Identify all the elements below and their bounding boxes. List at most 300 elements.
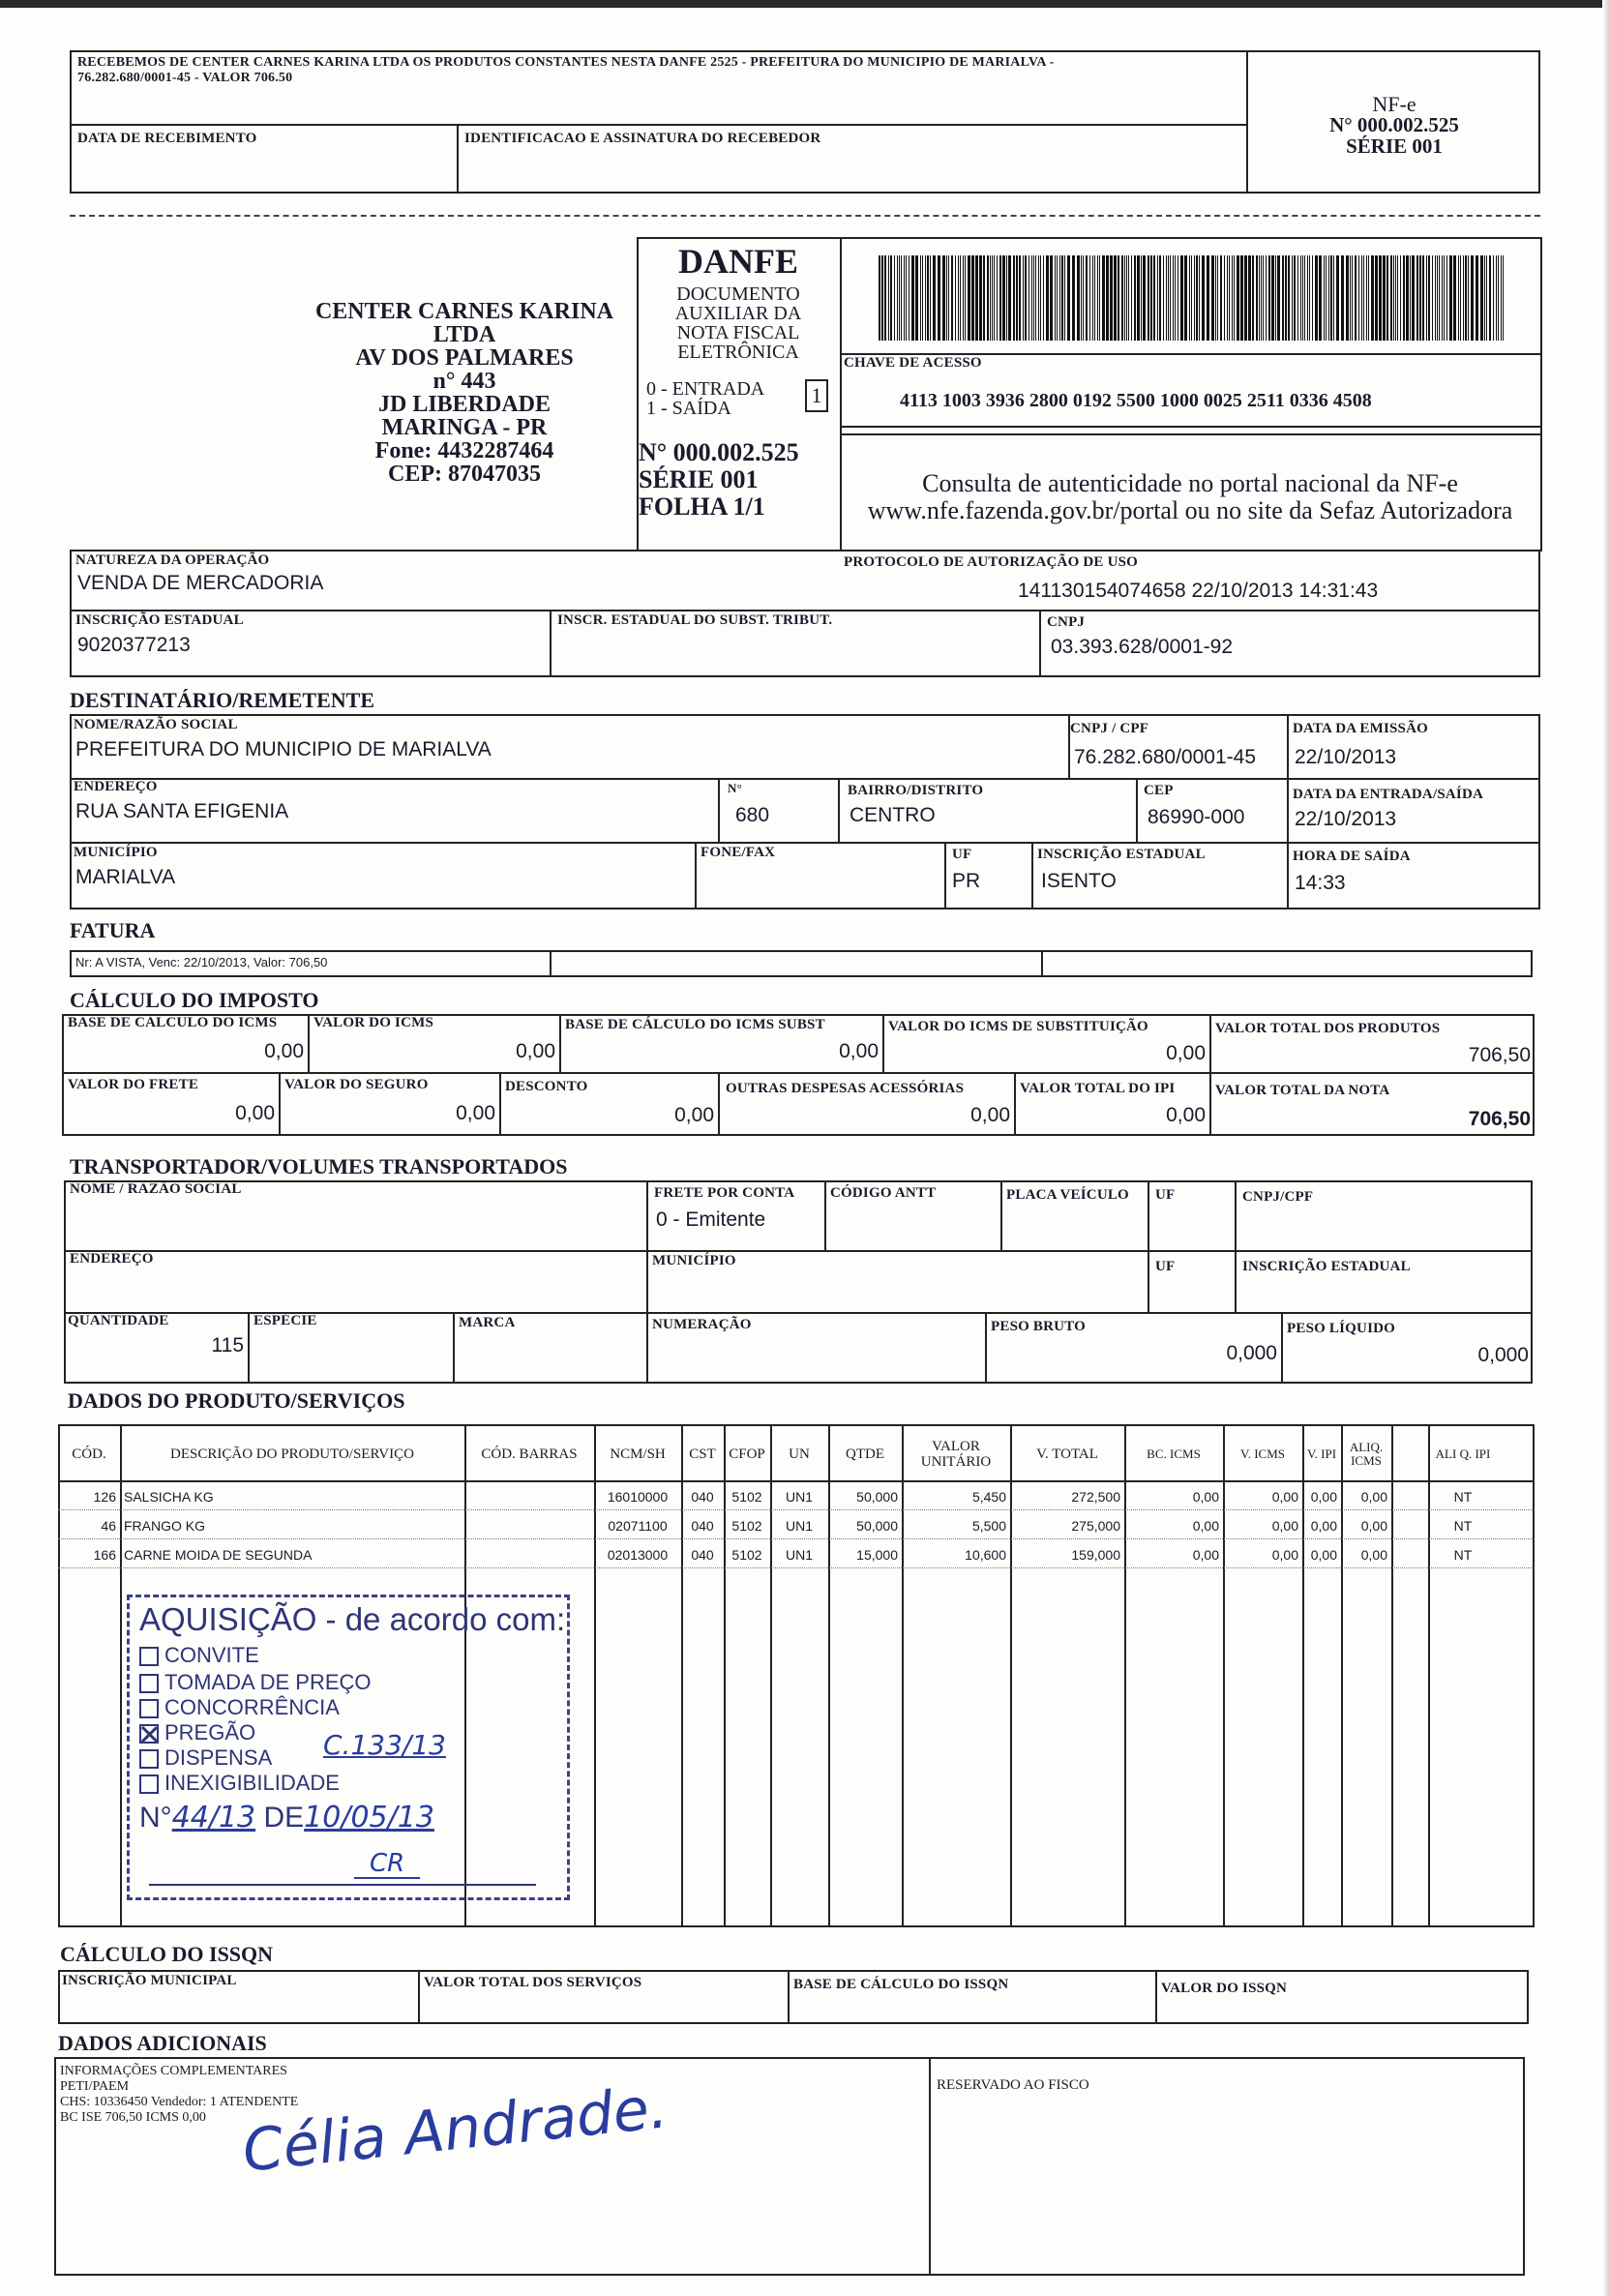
exit-time-value: 14:33 (1295, 872, 1346, 894)
issuer-cnpj-label: CNPJ (1047, 614, 1086, 630)
barcode-bar (1363, 255, 1364, 341)
barcode-bar (1465, 255, 1467, 341)
barcode-bar (1428, 255, 1430, 341)
barcode-bar (1406, 255, 1409, 341)
carrier-uf2-label: UF (1155, 1259, 1176, 1274)
barcode-bar (1016, 255, 1018, 341)
stamp-option-label: CONVITE (164, 1643, 259, 1667)
barcode-bar (1282, 255, 1284, 341)
barcode-bar (1248, 255, 1251, 341)
stamp-option-dispensa (139, 1746, 272, 1769)
table-cell: 50,000 (856, 1489, 898, 1505)
issqn-municipal-reg-label: INSCRIÇÃO MUNICIPAL (62, 1973, 237, 1988)
barcode-bar (1240, 255, 1243, 341)
plate-label: PLACA VEÍCULO (1006, 1187, 1129, 1203)
issue-date-value: 22/10/2013 (1295, 746, 1397, 768)
barcode-bar (1215, 255, 1216, 341)
barcode-bar (958, 255, 959, 341)
products-column-header: ALIQ. ICMS (1349, 1439, 1384, 1468)
barcode-bar (897, 255, 898, 341)
barcode-bar (884, 255, 886, 341)
issqn-section-title: CÁLCULO DO ISSQN (60, 1942, 274, 1966)
barcode-bar (1229, 255, 1230, 341)
tax-freight-label: VALOR DO FRETE (68, 1077, 199, 1092)
barcode-bar (1336, 255, 1339, 341)
barcode-bar (1476, 255, 1478, 341)
species-label: ESPÉCIE (253, 1313, 317, 1328)
barcode-bar (1403, 255, 1405, 341)
table-cell: 0,00 (1310, 1489, 1337, 1505)
table-cell: 5,450 (971, 1489, 1006, 1505)
barcode-bar (1166, 255, 1167, 341)
barcode-bar (975, 255, 978, 341)
table-cell: NT (1453, 1518, 1473, 1534)
table-cell: 5102 (731, 1547, 762, 1563)
barcode-bar (1143, 255, 1146, 341)
barcode-bar (1493, 255, 1494, 341)
antt-label: CÓDIGO ANTT (830, 1185, 937, 1201)
handwritten-signature: Célia Andrade. (239, 2073, 671, 2186)
barcode-bar (1124, 255, 1125, 341)
recipient-number-label: N° (728, 781, 742, 795)
barcode-bar (963, 255, 964, 341)
tax-other-expenses-value: 0,00 (970, 1104, 1010, 1126)
barcode-bar (1330, 255, 1332, 341)
barcode-bar (1498, 255, 1499, 341)
issuer-address: AV DOS PALMARES (355, 345, 574, 371)
barcode-bar (1400, 255, 1401, 341)
barcode-bar (901, 255, 902, 341)
barcode-bar (920, 255, 921, 341)
issuer-district: JD LIBERDADE (377, 392, 552, 417)
barcode-bar (948, 255, 949, 341)
checkbox-icon (139, 1647, 159, 1666)
barcode-bar (999, 255, 1001, 341)
barcode-bar (915, 255, 918, 341)
barcode-bar (983, 255, 985, 341)
barcode-bar (946, 255, 947, 341)
barcode-bar (1159, 255, 1161, 341)
table-cell: 0,00 (1192, 1489, 1219, 1505)
stamp-number-value: 44/13 (171, 1801, 256, 1834)
table-cell: 040 (691, 1547, 714, 1563)
table-cell: 46 (101, 1518, 116, 1534)
barcode-bar (1153, 255, 1155, 341)
city-value: MARIALVA (75, 866, 176, 888)
barcode-bar (1118, 255, 1119, 341)
barcode-bar (979, 255, 982, 341)
stamp-option-label: PREGÃO (164, 1720, 256, 1744)
stamp-option-label: DISPENSA (164, 1745, 273, 1770)
barcode-bar (1395, 255, 1396, 341)
barcode-bar (1175, 255, 1176, 341)
barcode-bar (1097, 255, 1098, 341)
qty-value: 115 (211, 1334, 244, 1357)
recipient-name-value: PREFEITURA DO MUNICIPIO DE MARIALVA (75, 738, 492, 760)
table-cell: 272,500 (1071, 1489, 1120, 1505)
table-cell: 5102 (731, 1518, 762, 1534)
table-cell: 166 (93, 1547, 116, 1563)
issuer-cnpj-value: 03.393.628/0001-92 (1051, 636, 1234, 658)
barcode-bar (1031, 255, 1032, 341)
state-reg-label: INSCRIÇÃO ESTADUAL (75, 612, 244, 628)
barcode-bar (990, 255, 991, 341)
barcode-bar (1496, 255, 1497, 341)
barcode-bar (1126, 255, 1127, 341)
barcode-bar (1460, 255, 1461, 341)
barcode-bar (1077, 255, 1080, 341)
receipt-nfe-series: SÉRIE 001 (1346, 134, 1443, 158)
products-column-divider (1391, 1424, 1393, 1927)
barcode-bar (1110, 255, 1113, 341)
barcode-bar (1224, 255, 1225, 341)
recipient-cnpj-label: CNPJ / CPF (1070, 721, 1149, 736)
barcode-bar (938, 255, 940, 341)
barcode-bar (1371, 255, 1374, 341)
stamp-date-prefix: DE (263, 1802, 305, 1834)
barcode-bar (1297, 255, 1298, 341)
barcode-bar (1366, 255, 1367, 341)
products-column-header: ALI Q. IPI (1435, 1446, 1491, 1461)
barcode-bar (1064, 255, 1065, 341)
barcode-bar (1202, 255, 1205, 341)
freight-value: 0 - Emitente (656, 1208, 766, 1231)
additional-info-label: INFORMAÇÕES COMPLEMENTARES (60, 2064, 287, 2078)
barcode-bar (879, 255, 880, 341)
barcode-bar (951, 255, 953, 341)
barcode-bar (1439, 255, 1440, 341)
barcode-bar (1263, 255, 1264, 341)
issqn-base-label: BASE DE CÁLCULO DO ISSQN (793, 1977, 1009, 1992)
products-column-divider (1302, 1424, 1304, 1927)
barcode-bar (1086, 255, 1088, 341)
district-label: BAIRRO/DISTRITO (848, 783, 984, 798)
transport-section-title: TRANSPORTADOR/VOLUMES TRANSPORTADOS (70, 1154, 568, 1178)
barcode-bar (1237, 255, 1239, 341)
barcode-bar (888, 255, 889, 341)
recipient-address-value: RUA SANTA EFIGENIA (75, 800, 289, 822)
barcode-bar (1035, 255, 1036, 341)
issuer-name-line1: CENTER CARNES KARINA (314, 299, 614, 324)
tax-ipi-total-label: VALOR TOTAL DO IPI (1020, 1081, 1176, 1096)
danfe-exit-option: 1 - SAÍDA (646, 398, 731, 419)
tax-icms-subst-label: VALOR DO ICMS DE SUBSTITUIÇÃO (888, 1019, 1148, 1034)
products-column-header: CÓD. (72, 1446, 106, 1462)
product-description: CARNE MOIDA DE SEGUNDA (124, 1547, 313, 1563)
state-reg-value: 9020377213 (77, 634, 191, 656)
barcode-bar (881, 255, 883, 341)
product-description: SALSICHA KG (124, 1489, 214, 1505)
issuer-cep: CEP: 87047035 (388, 462, 541, 487)
gross-weight-label: PESO BRUTO (991, 1319, 1086, 1334)
barcode-bar (1446, 255, 1447, 341)
stamp-number-prefix: N° (139, 1802, 172, 1834)
barcode-bar (942, 255, 945, 341)
district-value: CENTRO (850, 804, 936, 826)
barcode-bar (1294, 255, 1296, 341)
checkbox-icon (139, 1749, 159, 1769)
products-column-header: CÓD. BARRAS (481, 1446, 578, 1462)
barcode-bar (1379, 255, 1382, 341)
table-cell: 0,00 (1192, 1547, 1219, 1563)
barcode-bar (965, 255, 966, 341)
barcode-bar (1114, 255, 1117, 341)
barcode-bar (1072, 255, 1075, 341)
barcode-bar (1232, 255, 1233, 341)
barcode-bar (1426, 255, 1427, 341)
barcode-bar (1184, 255, 1187, 341)
issuer-phone: Fone: 4432287464 (374, 438, 554, 463)
tax-icms-subst-base-value: 0,00 (839, 1040, 879, 1062)
barcode-bar (1033, 255, 1034, 341)
barcode-bar (1390, 255, 1392, 341)
barcode-bar (960, 255, 961, 341)
barcode-bar (1302, 255, 1303, 341)
danfe-desc-line2: AUXILIAR DA (674, 303, 802, 324)
barcode-bar (1191, 255, 1192, 341)
table-cell: 0,00 (1271, 1518, 1298, 1534)
barcode-bar (1333, 255, 1334, 341)
barcode-bar (1361, 255, 1362, 341)
products-column-divider (1341, 1424, 1343, 1927)
barcode-bar (997, 255, 998, 341)
danfe-series: SÉRIE 001 (639, 465, 759, 493)
table-cell: 50,000 (856, 1518, 898, 1534)
danfe-entry-option: 0 - ENTRADA (646, 378, 765, 400)
table-cell: 275,000 (1071, 1518, 1120, 1534)
barcode-bar (1102, 255, 1105, 341)
scan-right-edge (1602, 0, 1610, 2296)
barcode-bar (971, 255, 974, 341)
uf-label: UF (952, 847, 972, 862)
barcode-bar (1259, 255, 1260, 341)
barcode-bar (1288, 255, 1290, 341)
stamp-title: AQUISIÇÃO - de acordo com: (139, 1601, 566, 1637)
barcode-bar (1106, 255, 1109, 341)
barcode-bar (1141, 255, 1142, 341)
issuer-name-line2: LTDA (432, 322, 496, 347)
barcode-bar (1150, 255, 1152, 341)
danfe-title: DANFE (678, 242, 798, 281)
barcode-bar (927, 255, 929, 341)
barcode-bar (1480, 255, 1483, 341)
barcode-bar (1180, 255, 1183, 341)
tax-icms-value: 0,00 (516, 1040, 555, 1062)
additional-section-title: DADOS ADICIONAIS (58, 2031, 267, 2055)
tax-freight-value: 0,00 (235, 1102, 275, 1124)
table-cell: 040 (691, 1489, 714, 1505)
issue-date-label: DATA DA EMISSÃO (1293, 721, 1428, 736)
barcode-bar (933, 255, 936, 341)
products-column-header: DESCRIÇÃO DO PRODUTO/SERVIÇO (170, 1446, 414, 1462)
barcode-bar (1503, 255, 1504, 341)
products-column-divider (594, 1424, 596, 1927)
stamp-date-value: 10/05/13 (304, 1801, 434, 1834)
barcode-bar (1292, 255, 1293, 341)
table-cell: UN1 (785, 1518, 813, 1534)
barcode-bar (1261, 255, 1262, 341)
barcode-bar (1271, 255, 1274, 341)
danfe-description (639, 284, 838, 362)
barcode-bar (1170, 255, 1171, 341)
barcode-bar (1046, 255, 1049, 341)
barcode-bar (1312, 255, 1313, 341)
barcode-bar (930, 255, 931, 341)
barcode-bar (1121, 255, 1123, 341)
recipient-address-label: ENDEREÇO (74, 779, 158, 794)
issqn-value-label: VALOR DO ISSQN (1161, 1981, 1288, 1996)
additional-info-line1: PETI/PAEM (60, 2079, 130, 2094)
barcode-bar (1099, 255, 1100, 341)
access-key-barcode (879, 255, 1507, 341)
city-label: MUNICÍPIO (74, 845, 158, 860)
tax-icms-label: VALOR DO ICMS (313, 1015, 434, 1030)
table-cell: 02071100 (608, 1518, 668, 1534)
barcode-bar (1386, 255, 1388, 341)
stamp-option-label: CONCORRÊNCIA (164, 1695, 340, 1719)
scan-top-edge (0, 0, 1610, 8)
tax-icms-subst-value: 0,00 (1166, 1042, 1206, 1064)
barcode-bar (1168, 255, 1169, 341)
tax-note-total-value: 706,50 (1468, 1108, 1531, 1130)
barcode-bar (1194, 255, 1195, 341)
barcode-bar (1444, 255, 1445, 341)
barcode-bar (1196, 255, 1198, 341)
access-key-value: 4113 1003 3936 2800 0192 5500 1000 0025 2511 0336 4508 (900, 390, 1372, 411)
tax-other-expenses-label: OUTRAS DESPESAS ACESSÓRIAS (726, 1081, 965, 1096)
barcode-bar (1449, 255, 1452, 341)
qty-label: QUANTIDADE (68, 1313, 169, 1328)
barcode-bar (1043, 255, 1044, 341)
checked-checkbox-icon (139, 1724, 159, 1744)
barcode-bar (1471, 255, 1474, 341)
table-cell: NT (1453, 1547, 1473, 1563)
access-key-label: CHAVE DE ACESSO (844, 355, 982, 371)
net-weight-label: PESO LÍQUIDO (1287, 1321, 1396, 1336)
tax-icms-subst-base-label: BASE DE CÁLCULO DO ICMS SUBST (565, 1017, 825, 1032)
barcode-bar (1328, 255, 1329, 341)
recipient-section-title: DESTINATÁRIO/REMETENTE (70, 688, 374, 712)
carrier-city-label: MUNICÍPIO (652, 1253, 736, 1268)
barcode-bar (1131, 255, 1132, 341)
barcode-bar (1067, 255, 1070, 341)
barcode-bar (1211, 255, 1214, 341)
consult-line2: www.nfe.fazenda.gov.br/portal ou no site da Sefaz Autorizadora (867, 496, 1513, 524)
products-column-divider (681, 1424, 683, 1927)
recipient-cnpj-value: 76.282.680/0001-45 (1074, 746, 1257, 768)
barcode-bar (1484, 255, 1485, 341)
barcode-bar (1304, 255, 1305, 341)
stamp-option-label: TOMADA DE PREÇO (164, 1670, 372, 1694)
stamp-option-pregao (139, 1721, 255, 1744)
barcode-bar (1453, 255, 1456, 341)
barcode-bar (1383, 255, 1386, 341)
barcode-bar (1285, 255, 1287, 341)
recipient-name-label: NOME/RAZÃO SOCIAL (74, 717, 238, 732)
products-column-divider (1010, 1424, 1012, 1927)
barcode-bar (1040, 255, 1041, 341)
recipient-cep-label: CEP (1144, 783, 1174, 798)
exit-time-label: HORA DE SAÍDA (1293, 849, 1411, 864)
recipient-ie-label: INSCRIÇÃO ESTADUAL (1037, 847, 1206, 862)
barcode-bar (1227, 255, 1228, 341)
barcode-bar (1410, 255, 1411, 341)
table-cell: 0,00 (1271, 1547, 1298, 1563)
barcode-bar (1081, 255, 1082, 341)
checkbox-icon (139, 1774, 159, 1794)
barcode-bar (1435, 255, 1436, 341)
table-cell: 0,00 (1360, 1547, 1387, 1563)
barcode-bar (1013, 255, 1015, 341)
barcode-bar (1266, 255, 1267, 341)
nature-value: VENDA DE MERCADORIA (77, 572, 324, 594)
receipt-nfe-title: NF-e (1372, 92, 1416, 116)
barcode-bar (1089, 255, 1090, 341)
cut-line (70, 215, 1540, 217)
stamp-number-line (139, 1803, 434, 1834)
barcode-bar (1341, 255, 1344, 341)
barcode-bar (1002, 255, 1005, 341)
danfe-desc-line3: NOTA FISCAL (676, 322, 800, 343)
barcode-bar (1173, 255, 1174, 341)
table-cell: 5,500 (971, 1518, 1006, 1534)
barcode-bar (1220, 255, 1222, 341)
stamp-option-tomada (139, 1671, 372, 1693)
barcode-bar (1468, 255, 1469, 341)
barcode-bar (1419, 255, 1421, 341)
acquisition-stamp (127, 1595, 570, 1900)
barcode-bar (1134, 255, 1136, 341)
barcode-bar (1375, 255, 1378, 341)
barcode-bar (1008, 255, 1011, 341)
barcode-bar (1275, 255, 1276, 341)
barcode-bar (1059, 255, 1060, 341)
invoice-section-title: FATURA (70, 918, 156, 942)
tax-icms-base-label: BASE DE CÁLCULO DO ICMS (68, 1015, 278, 1030)
protocol-value: 141130154074658 22/10/2013 14:31:43 (1018, 580, 1379, 602)
table-cell: UN1 (785, 1489, 813, 1505)
products-column-header: NCM/SH (610, 1446, 666, 1462)
barcode-bar (1244, 255, 1247, 341)
tax-note-total-label: VALOR TOTAL DA NOTA (1215, 1083, 1390, 1098)
products-column-header: BC. ICMS (1147, 1446, 1201, 1461)
barcode-bar (1092, 255, 1093, 341)
barcode-bar (1252, 255, 1254, 341)
freight-label: FRETE POR CONTA (654, 1185, 795, 1201)
barcode-bar (1148, 255, 1149, 341)
products-column-divider (120, 1424, 122, 1927)
tax-insurance-value: 0,00 (456, 1102, 495, 1124)
stamp-option-convite (139, 1644, 259, 1666)
barcode-bar (899, 255, 900, 341)
barcode-bar (922, 255, 923, 341)
barcode-bar (992, 255, 993, 341)
table-cell: 16010000 (607, 1489, 669, 1505)
products-column-divider (1124, 1424, 1126, 1927)
barcode-bar (1458, 255, 1459, 341)
products-column-divider (724, 1424, 726, 1927)
barcode-bar (1326, 255, 1327, 341)
stamp-option-concorrencia (139, 1696, 340, 1718)
table-cell: 040 (691, 1518, 714, 1534)
table-row-separator (58, 1538, 1535, 1539)
barcode-bar (1355, 255, 1357, 341)
product-description: FRANGO KG (124, 1518, 206, 1534)
table-cell: 5102 (731, 1489, 762, 1505)
io-date-value: 22/10/2013 (1295, 808, 1397, 830)
barcode-bar (1352, 255, 1353, 341)
barcode-bar (1486, 255, 1487, 341)
